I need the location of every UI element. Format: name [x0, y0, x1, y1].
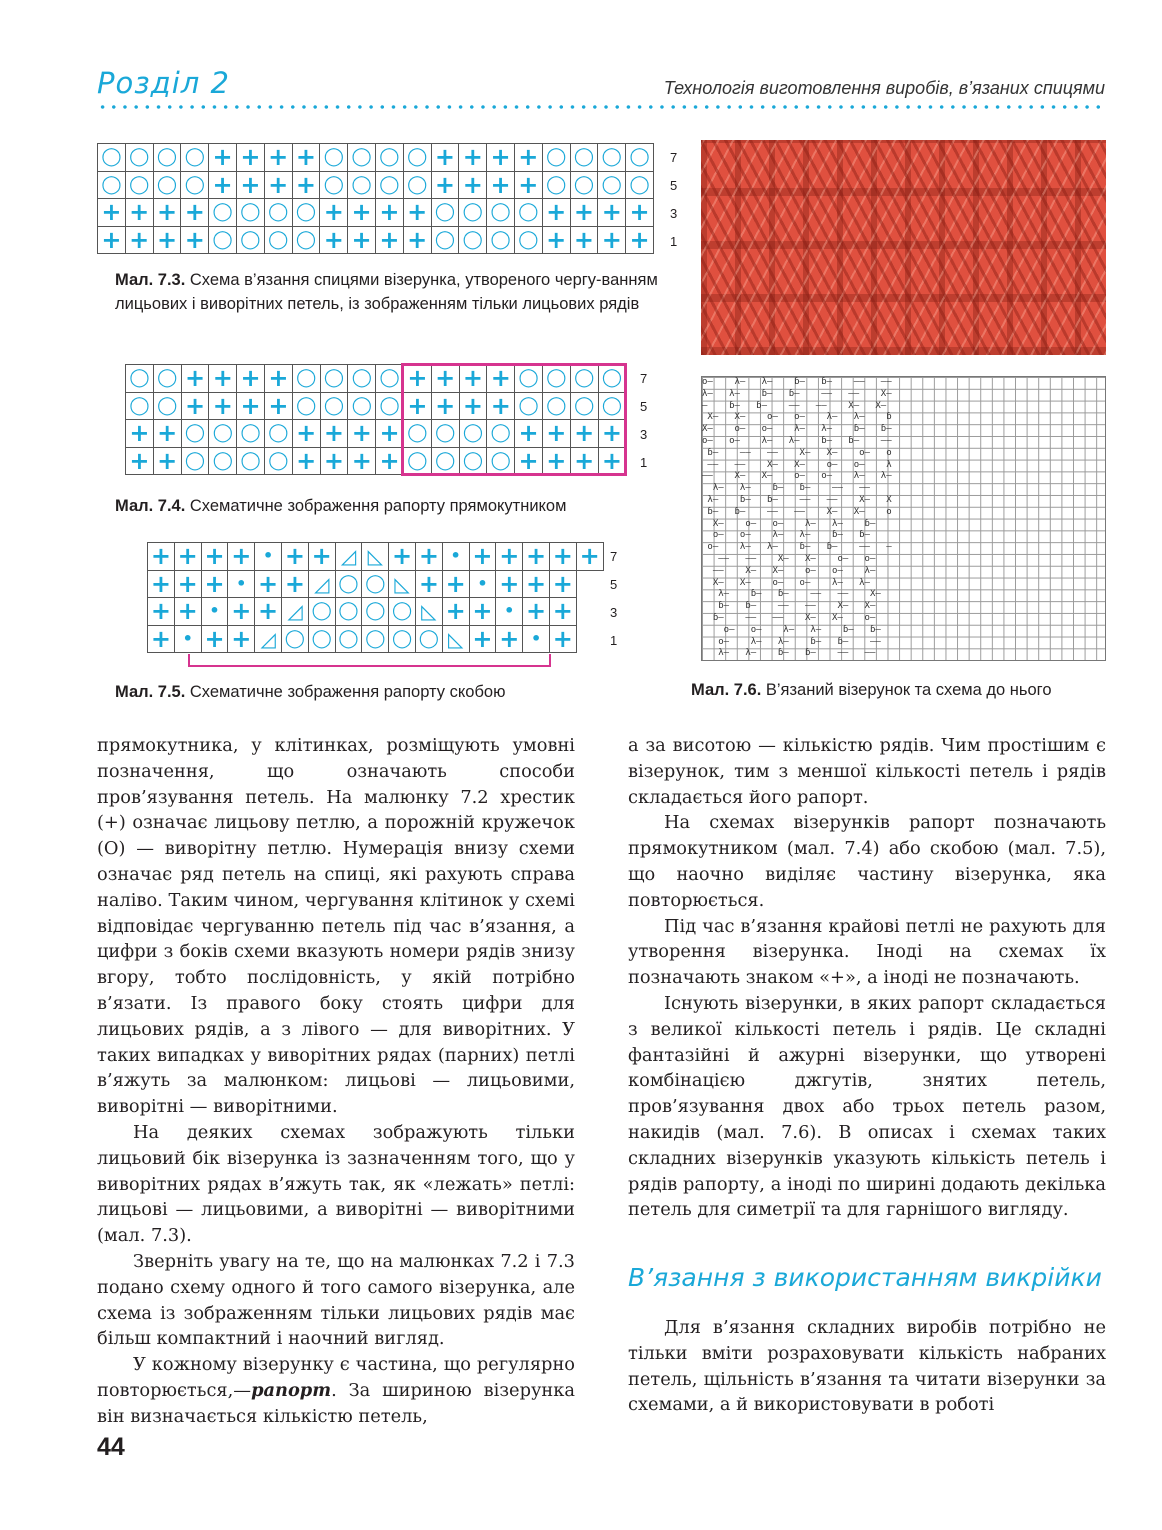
knit-plus-symbol: +	[237, 392, 265, 420]
knit-plus-symbol: +	[549, 598, 576, 626]
purl-circle-symbol: ◯	[209, 199, 237, 227]
purl-circle-symbol: ◯	[598, 365, 626, 393]
purl-circle-symbol: ◯	[320, 171, 348, 199]
purl-circle-symbol: ◯	[209, 226, 237, 254]
knit-plus-symbol: +	[403, 226, 431, 254]
knit-plus-symbol: +	[264, 144, 292, 172]
knit-plus-symbol: +	[389, 543, 416, 571]
knit-plus-symbol: +	[496, 625, 523, 653]
knit-plus-symbol: +	[281, 570, 308, 598]
knit-plus-symbol: +	[542, 447, 570, 475]
dot-symbol: •	[469, 570, 496, 598]
purl-circle-symbol: ◯	[98, 144, 126, 172]
knit-plus-symbol: +	[523, 598, 550, 626]
purl-circle-symbol: ◯	[320, 392, 348, 420]
knit-plus-symbol: +	[98, 199, 126, 227]
knit-plus-symbol: +	[496, 543, 523, 571]
row-number: 7	[670, 150, 678, 166]
purl-circle-symbol: ◯	[292, 199, 320, 227]
knit-plus-symbol: +	[126, 447, 154, 475]
purl-circle-symbol: ◯	[292, 226, 320, 254]
knit-plus-symbol: +	[442, 598, 469, 626]
knit-plus-symbol: +	[264, 392, 292, 420]
purl-circle-symbol: ◯	[431, 199, 459, 227]
knit-plus-symbol: +	[431, 365, 459, 393]
knit-plus-symbol: +	[431, 171, 459, 199]
fig74-caption-label: Мал. 7.4.	[115, 497, 186, 515]
purl-circle-symbol: ◯	[487, 447, 515, 475]
knit-plus-symbol: +	[292, 420, 320, 448]
purl-circle-symbol: ◯	[598, 144, 626, 172]
row-number: 5	[610, 577, 618, 593]
knit-plus-symbol: +	[209, 144, 237, 172]
purl-circle-symbol: ◯	[389, 598, 416, 626]
purl-circle-symbol: ◯	[264, 226, 292, 254]
purl-circle-symbol: ◯	[459, 420, 487, 448]
knit-plus-symbol: +	[515, 420, 543, 448]
row-number: 3	[610, 604, 618, 620]
paragraph: прямокутника, у клітинках, розміщують умовні позначення, що означають способи пров’язування петель. На малюнку 7.2 хрестик (+) означає лицьову петлю, а порожній кружечок (O) — виворітну петлю. Нумерація внизу схеми означає ряд петель на спиці, які рахують справа наліво. Таким чином, чергування клітинок у схемі відповідає чергуванню петель під час в’язання, а цифри з боків схеми вказують номери рядів знизу вгору, тобто послідовність, у якій потрібно в’язати. Із правого боку стоять цифри для лицьових рядів, а з лівого — для виворітних. У таких випадках у виворітних рядах (парних) петлі в’яжуть за малюнком: лицьові — лицьовими, виворітні — виворітними.	[97, 735, 575, 1118]
purl-circle-symbol: ◯	[542, 144, 570, 172]
paragraph: Зверніть увагу на те, що на малюнках 7.2 і 7.3 подано схему одного й того самого візерунка, але схема із зображенням тільки лицьових рядів має більш компактний і наочний вигляд.	[97, 1250, 575, 1350]
knit-plus-symbol: +	[376, 420, 404, 448]
purl-circle-symbol: ◯	[264, 199, 292, 227]
knit-plus-symbol: +	[459, 171, 487, 199]
purl-circle-symbol: ◯	[308, 598, 335, 626]
lace-pattern-schema: o— λ— λ— ɓ— ɓ— —— —— λ— λ— ɓ— ɓ— —— —— X— — ɓ— ɓ— —— —— X— X— X— X— o— o— λ— λ— ɓ X— o— o— λ— λ— ɓ— ɓ— o— o— λ— λ— ɓ— ɓ— —— ɓ— —— —— X— X— o— o —— —— X— X— o— o— λ —— X— X— o— o— λ— λ— λ— λ— ɓ— ɓ— —— —— λ— ɓ— ɓ— —— —— X— X ɓ— ɓ— —— —— X— X— o X— o— o— λ— λ— ɓ— o— o— λ— λ— ɓ— ɓ— o— λ— λ— ɓ— ɓ— —— — —— —— X— X— o— o— —— X— X— o— o— λ— X— X— o— o— λ— λ— λ— ɓ— ɓ— —— —— X— ɓ— ɓ— —— —— X— X— ɓ— —— —— X— X— o— o— o— λ— λ— ɓ— ɓ— o— λ— λ— ɓ— ɓ— —— λ— λ— ɓ— ɓ— —— ——	[701, 376, 1106, 661]
knit-plus-symbol: +	[348, 199, 376, 227]
knit-plus-symbol: +	[459, 365, 487, 393]
purl-circle-symbol: ◯	[626, 144, 654, 172]
knit-plus-symbol: +	[264, 365, 292, 393]
knit-plus-symbol: +	[487, 392, 515, 420]
row-number: 7	[640, 371, 648, 387]
row-number: 5	[670, 178, 678, 194]
knit-plus-symbol: +	[598, 420, 626, 448]
knit-plus-symbol: +	[125, 226, 153, 254]
left-text-column	[97, 733, 575, 1430]
knit-plus-symbol: +	[292, 171, 320, 199]
fig76-caption	[691, 678, 1111, 702]
purl-circle-symbol: ◯	[515, 392, 543, 420]
paragraph-text: . За шириною візерунка він визначається кількістю петель,	[97, 1379, 575, 1427]
knit-plus-symbol: +	[431, 392, 459, 420]
knit-plus-symbol: +	[348, 226, 376, 254]
purl-circle-symbol: ◯	[209, 420, 237, 448]
paragraph: На деяких схемах зображують тільки лицьовий бік візерунка із зазначенням того, що у виворітних рядах в’яжуть так, як «лежать» петлі: лицьові — лицьовими, а виворітні — виворітними (мал. 7.3).	[97, 1121, 575, 1247]
purl-circle-symbol: ◯	[362, 570, 389, 598]
purl-circle-symbol: ◯	[153, 144, 181, 172]
purl-circle-symbol: ◯	[431, 420, 459, 448]
knit-plus-symbol: +	[549, 570, 576, 598]
fig73-caption	[115, 268, 685, 316]
purl-circle-symbol: ◯	[415, 625, 442, 653]
knit-plus-symbol: +	[320, 226, 348, 254]
purl-circle-symbol: ◯	[348, 144, 376, 172]
dot-symbol: •	[228, 570, 255, 598]
knit-plus-symbol: +	[174, 570, 201, 598]
purl-circle-symbol: ◯	[362, 625, 389, 653]
knit-plus-symbol: +	[542, 199, 570, 227]
knit-plus-symbol: +	[514, 171, 542, 199]
knit-plus-symbol: +	[469, 625, 496, 653]
dot-symbol: •	[255, 543, 282, 571]
knit-plus-symbol: +	[496, 570, 523, 598]
knit-plus-symbol: +	[209, 365, 237, 393]
purl-circle-symbol: ◯	[125, 171, 153, 199]
paragraph-text: У кожному візерунку є частина, що регулярно повторюється,—	[97, 1354, 575, 1401]
purl-circle-symbol: ◯	[459, 226, 487, 254]
knit-plus-symbol: +	[209, 171, 237, 199]
knit-plus-symbol: +	[469, 543, 496, 571]
knit-plus-symbol: +	[487, 365, 515, 393]
knit-plus-symbol: +	[255, 598, 282, 626]
purl-circle-symbol: ◯	[236, 226, 264, 254]
purl-circle-symbol: ◯	[237, 447, 265, 475]
knit-plus-symbol: +	[376, 447, 404, 475]
purl-circle-symbol: ◯	[375, 144, 403, 172]
chapter-title: Розділ 2	[97, 66, 230, 100]
knit-plus-symbol: +	[469, 598, 496, 626]
row-number: 1	[640, 454, 648, 470]
knit-plus-symbol: +	[228, 543, 255, 571]
decrease-left-symbol: ◺	[362, 543, 389, 571]
fig73-caption-label: Мал. 7.3.	[115, 271, 186, 289]
knit-plus-symbol: +	[570, 199, 598, 227]
knit-plus-symbol: +	[153, 199, 181, 227]
knit-plus-symbol: +	[320, 199, 348, 227]
knit-plus-symbol: +	[523, 570, 550, 598]
grid-row	[148, 570, 604, 598]
knit-plus-symbol: +	[148, 625, 175, 653]
purl-circle-symbol: ◯	[348, 365, 376, 393]
row-number: 7	[610, 549, 618, 565]
purl-circle-symbol: ◯	[598, 392, 626, 420]
purl-circle-symbol: ◯	[98, 171, 126, 199]
knit-plus-symbol: +	[523, 543, 550, 571]
knit-plus-symbol: +	[181, 199, 209, 227]
paragraph: На схемах візерунків рапорт позначають прямокутником (мал. 7.4) або скобою (мал. 7.5), що наочно виділяє частину візерунка, яка повторюється.	[628, 812, 1106, 911]
grid-row	[98, 226, 654, 254]
knit-plus-symbol: +	[515, 447, 543, 475]
fig74-caption-text: Схематичне зображення рапорту прямокутником	[185, 497, 567, 515]
purl-circle-symbol: ◯	[487, 199, 515, 227]
knit-plus-symbol: +	[228, 625, 255, 653]
purl-circle-symbol: ◯	[487, 226, 515, 254]
knit-plus-symbol: +	[264, 171, 292, 199]
knit-plus-symbol: +	[487, 144, 515, 172]
knit-plus-symbol: +	[98, 226, 126, 254]
purl-circle-symbol: ◯	[514, 199, 542, 227]
knit-plus-symbol: +	[126, 420, 154, 448]
knit-plus-symbol: +	[125, 199, 153, 227]
purl-circle-symbol: ◯	[403, 447, 431, 475]
knit-plus-symbol: +	[626, 226, 654, 254]
knit-plus-symbol: +	[570, 420, 598, 448]
knit-plus-symbol: +	[228, 598, 255, 626]
purl-circle-symbol: ◯	[292, 365, 320, 393]
decrease-left-symbol: ◺	[389, 570, 416, 598]
decrease-left-symbol: ◺	[442, 625, 469, 653]
purl-circle-symbol: ◯	[126, 365, 154, 393]
knit-plus-symbol: +	[209, 392, 237, 420]
decrease-right-symbol: ◿	[335, 543, 362, 571]
header-dotted-divider	[97, 104, 1107, 110]
knit-plus-symbol: +	[549, 625, 576, 653]
purl-circle-symbol: ◯	[570, 171, 598, 199]
paragraph: а за висотою — кількістю рядів. Чим простішим є візерунок, тим з меншої кількості петель і рядів складається його рапорт.	[628, 735, 1106, 808]
knit-plus-symbol: +	[236, 171, 264, 199]
purl-circle-symbol: ◯	[281, 625, 308, 653]
knit-plus-symbol: +	[348, 447, 376, 475]
knit-plus-symbol: +	[153, 447, 181, 475]
knit-plus-symbol: +	[237, 365, 265, 393]
purl-circle-symbol: ◯	[181, 420, 209, 448]
purl-circle-symbol: ◯	[542, 392, 570, 420]
decrease-right-symbol: ◿	[308, 570, 335, 598]
purl-circle-symbol: ◯	[362, 598, 389, 626]
fig76-caption-text: В’язаний візерунок та схема до нього	[761, 681, 1052, 699]
knit-plus-symbol: +	[255, 570, 282, 598]
fig73-grid	[97, 143, 654, 254]
purl-circle-symbol: ◯	[126, 392, 154, 420]
fig74-rapport-rectangle	[401, 363, 627, 476]
purl-circle-symbol: ◯	[181, 447, 209, 475]
purl-circle-symbol: ◯	[320, 365, 348, 393]
row-number: 1	[610, 632, 618, 648]
purl-circle-symbol: ◯	[320, 144, 348, 172]
knit-plus-symbol: +	[576, 543, 603, 571]
purl-circle-symbol: ◯	[431, 447, 459, 475]
knit-plus-symbol: +	[153, 226, 181, 254]
purl-circle-symbol: ◯	[570, 365, 598, 393]
knit-plus-symbol: +	[320, 447, 348, 475]
purl-circle-symbol: ◯	[237, 420, 265, 448]
knit-plus-symbol: +	[181, 365, 209, 393]
grid-row	[148, 543, 604, 571]
knit-plus-symbol: +	[201, 570, 228, 598]
row-number: 3	[670, 205, 678, 221]
fig76-caption-label: Мал. 7.6.	[691, 681, 762, 699]
purl-circle-symbol: ◯	[376, 365, 404, 393]
grid-row	[148, 598, 604, 626]
knit-plus-symbol: +	[459, 392, 487, 420]
row-number: 3	[640, 426, 648, 442]
purl-circle-symbol: ◯	[459, 199, 487, 227]
knit-plus-symbol: +	[201, 625, 228, 653]
knit-plus-symbol: +	[375, 226, 403, 254]
purl-circle-symbol: ◯	[335, 598, 362, 626]
purl-circle-symbol: ◯	[542, 365, 570, 393]
knit-plus-symbol: +	[292, 144, 320, 172]
knit-plus-symbol: +	[442, 570, 469, 598]
knit-plus-symbol: +	[542, 226, 570, 254]
dot-symbol: •	[201, 598, 228, 626]
knit-plus-symbol: +	[598, 199, 626, 227]
section-text	[628, 1315, 1106, 1418]
knit-plus-symbol: +	[415, 570, 442, 598]
purl-circle-symbol: ◯	[153, 365, 181, 393]
knit-plus-symbol: +	[570, 226, 598, 254]
fig75-caption-text: Схематичне зображення рапорту скобою	[185, 683, 506, 701]
fig75-grid	[147, 542, 604, 653]
grid-row	[98, 171, 654, 199]
fig75-caption-label: Мал. 7.5.	[115, 683, 186, 701]
purl-circle-symbol: ◯	[153, 392, 181, 420]
knit-plus-symbol: +	[181, 392, 209, 420]
knit-plus-symbol: +	[459, 144, 487, 172]
fig75-rapport-bracket	[188, 654, 551, 667]
knit-plus-symbol: +	[153, 420, 181, 448]
fig73-caption-text: Схема в’язання спицями візерунка, утвореного чергу-ванням лицьових і виворітних петель, із зображенням тільки лицьових рядів	[115, 271, 658, 313]
purl-circle-symbol: ◯	[515, 365, 543, 393]
purl-circle-symbol: ◯	[236, 199, 264, 227]
knitted-pattern-photo	[701, 140, 1106, 355]
section-heading: В’язання з використанням викрійки	[628, 1263, 1102, 1292]
purl-circle-symbol: ◯	[181, 171, 209, 199]
knit-plus-symbol: +	[403, 365, 431, 393]
purl-circle-symbol: ◯	[348, 171, 376, 199]
knit-plus-symbol: +	[570, 447, 598, 475]
purl-circle-symbol: ◯	[389, 625, 416, 653]
knit-plus-symbol: +	[542, 420, 570, 448]
knit-plus-symbol: +	[431, 144, 459, 172]
knit-plus-symbol: +	[598, 447, 626, 475]
fig74-caption	[115, 494, 685, 518]
decrease-right-symbol: ◿	[281, 598, 308, 626]
knit-plus-symbol: +	[292, 447, 320, 475]
grid-row	[98, 199, 654, 227]
purl-circle-symbol: ◯	[264, 420, 292, 448]
knit-plus-symbol: +	[375, 199, 403, 227]
purl-circle-symbol: ◯	[292, 392, 320, 420]
purl-circle-symbol: ◯	[209, 447, 237, 475]
paragraph: Існують візерунки, в яких рапорт складається з великої кількості петель і рядів. Це складні фантазійні й ажурні візерунки, що утворені комбінацією джгутів, знятих петель, пров’язування двох або трьох петель разом, накидів (мал. 7.6). В описах і схемах таких складних візерунків указують кількість петель і рядів рапорту, а іноді по ширині додають декілька петель для симетрії та для гарнішого вигляду.	[628, 992, 1106, 1221]
knit-plus-symbol: +	[320, 420, 348, 448]
knit-plus-symbol: +	[181, 226, 209, 254]
knit-plus-symbol: +	[348, 420, 376, 448]
paragraph	[97, 1352, 575, 1429]
knit-plus-symbol: +	[281, 543, 308, 571]
purl-circle-symbol: ◯	[431, 226, 459, 254]
purl-circle-symbol: ◯	[542, 171, 570, 199]
knit-plus-symbol: +	[598, 226, 626, 254]
decrease-right-symbol: ◿	[255, 625, 282, 653]
purl-circle-symbol: ◯	[570, 392, 598, 420]
purl-circle-symbol: ◯	[626, 171, 654, 199]
purl-circle-symbol: ◯	[335, 625, 362, 653]
knit-plus-symbol: +	[174, 543, 201, 571]
paragraph: Під час в’язання крайові петлі не рахують для утворення візерунка. Іноді на схемах їх позначають знаком «+», а іноді не позначають.	[628, 915, 1106, 989]
purl-circle-symbol: ◯	[264, 447, 292, 475]
purl-circle-symbol: ◯	[308, 625, 335, 653]
purl-circle-symbol: ◯	[153, 171, 181, 199]
purl-circle-symbol: ◯	[514, 226, 542, 254]
knit-plus-symbol: +	[148, 543, 175, 571]
purl-circle-symbol: ◯	[375, 171, 403, 199]
purl-circle-symbol: ◯	[125, 144, 153, 172]
knit-plus-symbol: +	[148, 570, 175, 598]
term-rapport: рапорт	[251, 1379, 332, 1401]
grid-row	[98, 144, 654, 172]
page-number: 44	[97, 1433, 125, 1461]
dot-symbol: •	[496, 598, 523, 626]
knit-plus-symbol: +	[236, 144, 264, 172]
purl-circle-symbol: ◯	[403, 420, 431, 448]
right-text-column	[628, 733, 1106, 1223]
purl-circle-symbol: ◯	[403, 144, 431, 172]
decrease-left-symbol: ◺	[415, 598, 442, 626]
running-title: Технологія виготовлення виробів, в’язаних спицями	[663, 78, 1105, 98]
dot-symbol: •	[523, 625, 550, 653]
knit-plus-symbol: +	[626, 199, 654, 227]
knit-plus-symbol: +	[415, 543, 442, 571]
purl-circle-symbol: ◯	[487, 420, 515, 448]
purl-circle-symbol: ◯	[570, 144, 598, 172]
purl-circle-symbol: ◯	[459, 447, 487, 475]
purl-circle-symbol: ◯	[403, 171, 431, 199]
knit-plus-symbol: +	[201, 543, 228, 571]
dot-symbol: •	[442, 543, 469, 571]
knit-plus-symbol: +	[514, 144, 542, 172]
row-number: 1	[670, 233, 678, 249]
knit-plus-symbol: +	[549, 543, 576, 571]
paragraph: Для в’язання складних виробів потрібно не тільки вміти розраховувати кількість набраних петель, щільність в’язання та читати візерунки за схемами, а й використовувати в роботі	[628, 1317, 1106, 1416]
purl-circle-symbol: ◯	[376, 392, 404, 420]
dot-symbol: •	[174, 625, 201, 653]
knit-plus-symbol: +	[403, 199, 431, 227]
purl-circle-symbol: ◯	[598, 171, 626, 199]
knit-plus-symbol: +	[174, 598, 201, 626]
purl-circle-symbol: ◯	[335, 570, 362, 598]
fig75-caption	[115, 680, 685, 704]
knit-plus-symbol: +	[148, 598, 175, 626]
knit-plus-symbol: +	[487, 171, 515, 199]
knit-plus-symbol: +	[308, 543, 335, 571]
knit-plus-symbol: +	[403, 392, 431, 420]
grid-row	[148, 625, 604, 653]
purl-circle-symbol: ◯	[348, 392, 376, 420]
row-number: 5	[640, 399, 648, 415]
purl-circle-symbol: ◯	[181, 144, 209, 172]
